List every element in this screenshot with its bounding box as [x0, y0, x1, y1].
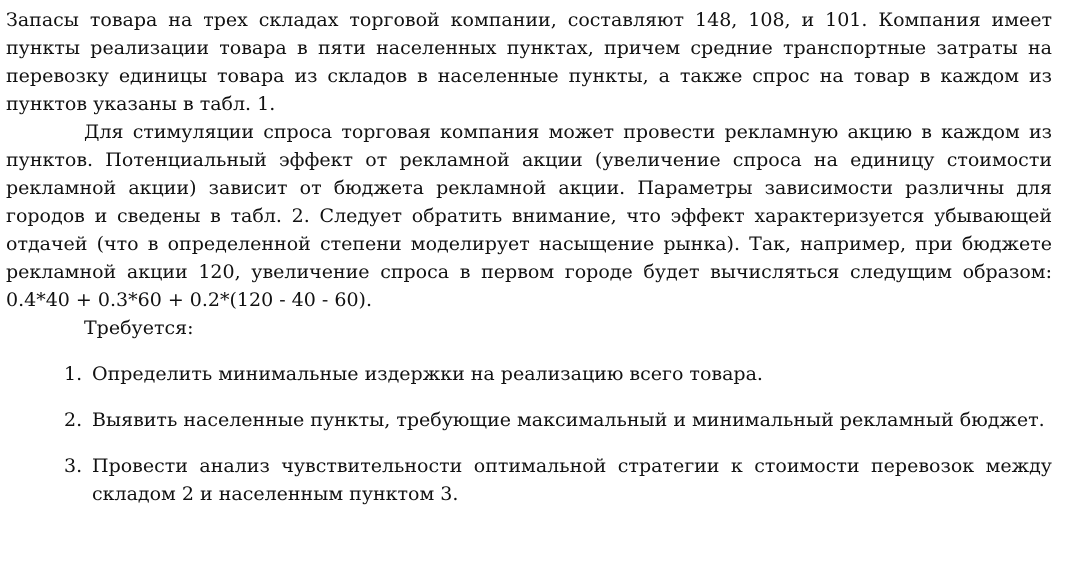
paragraph-advertising: Для стимуляции спроса торговая компания может провести рекламную акцию в каждом из пунктов. Потенциальный эффект от рекламной акции (увеличение спроса на единицу стоимости рекламной акции) зависит от бюджета рекламной акции. Параметры зависимости различны для городов и сведены в табл. 2. Следует обратить внимание, что эффект характеризуется убывающей отдачей (что в определенной степени моделирует насыщение рынка). Так, например, при бюджете рекламной акции 120, увеличение спроса в первом городе будет вычисляться следущим образом: 0.4*40 + 0.3*60 + 0.2*(120 - 40 - 60). — [6, 121, 1052, 311]
list-item — [6, 452, 1052, 508]
task-number: 2. — [64, 409, 83, 431]
paragraph-stock-info: Запасы товара на трех складах торговой компании, составляют 148, 108, и 101. Компания имеет пункты реализации товара в пяти населенных пунктах, причем средние транспортные затраты на перевозку единицы товара из складов в населенные пункты, а также спрос на товар в каждом из пунктов указаны в табл. 1. — [6, 9, 1052, 115]
task-text: Выявить населенные пункты, требующие максимальный и минимальный рекламный бюджет. — [92, 409, 1045, 431]
requirement-heading: Требуется: — [84, 317, 194, 339]
task-number: 3. — [64, 455, 83, 477]
list-item — [6, 360, 1052, 388]
task-list — [6, 360, 1052, 508]
list-item — [6, 406, 1052, 434]
document-body — [6, 6, 1052, 526]
task-text: Определить минимальные издержки на реализацию всего товара. — [92, 363, 763, 385]
task-number: 1. — [64, 363, 83, 385]
task-text: Провести анализ чувствительности оптимальной стратегии к стоимости перевозок между складом 2 и населенным пунктом 3. — [92, 455, 1052, 505]
